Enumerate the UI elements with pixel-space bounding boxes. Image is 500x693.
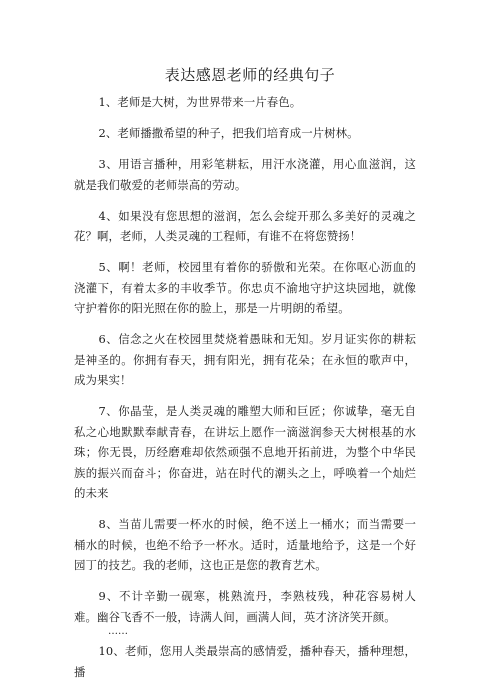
paragraph-8: 8、当苗儿需要一杯水的时候，绝不送上一桶水；而当需要一桶水的时候，也绝不给予一杯水。适时，适量地给予，这是一个好园丁的技艺。我的老师，这也正是您的教育艺术。 (74, 517, 416, 572)
paragraph-1: 1、老师是大树，为世界带来一片春色。 (98, 95, 302, 109)
paragraph-9: 9、不计辛勤一砚寒，桃熟流丹，李熟枝残，种花容易树人难。幽谷飞香不一般，诗满人间，画满人间，英才济济笑开颜。 (74, 589, 416, 624)
paragraph-5: 5、啊！老师，校园里有着你的骄傲和光荣。在你呕心沥血的浇灌下，有着太多的丰收季节。你忠贞不渝地守护这块园地，就像守护着你的阳光照在你的脸上，那是一片明朗的希望。 (74, 260, 416, 315)
paragraph-3: 3、用语言播种，用彩笔耕耘，用汗水浇灌，用心血滋润，这就是我们敬爱的老师崇高的劳动。 (74, 157, 416, 192)
document-title: 表达感恩老师的经典句子 (164, 66, 336, 84)
paragraph-4: 4、如果没有您思想的滋润，怎么会绽开那么多美好的灵魂之花？啊，老师，人类灵魂的工程师，有谁不在将您赞扬！ (74, 208, 416, 243)
ellipsis-mark: …… (108, 626, 128, 637)
document-body (74, 92, 416, 693)
paragraph-2: 2、老师播撒希望的种子，把我们培育成一片树林。 (98, 126, 359, 140)
paragraph-7: 7、你晶莹，是人类灵魂的雕塑大师和巨匠；你诚挚，毫无自私之心地默默奉献青春，在讲坛上愿作一滴滋润参天大树根基的水珠；你无畏，历经磨难却依然顽强不息地开拓前进，为整个中华民族的振兴而奋斗；你奋进，站在时代的潮头之上，呼唤着一个灿烂的未来 (74, 404, 416, 500)
paragraph-10: 10、老师，您用人类最崇高的感情爱，播种春天，播种理想，播 (74, 644, 416, 679)
paragraph-6: 6、信念之火在校园里焚烧着愚昧和无知。岁月证实你的耕耘是神圣的。你拥有春天，拥有阳光，拥有花朵；在永恒的歌声中，成为果实！ (74, 332, 416, 387)
